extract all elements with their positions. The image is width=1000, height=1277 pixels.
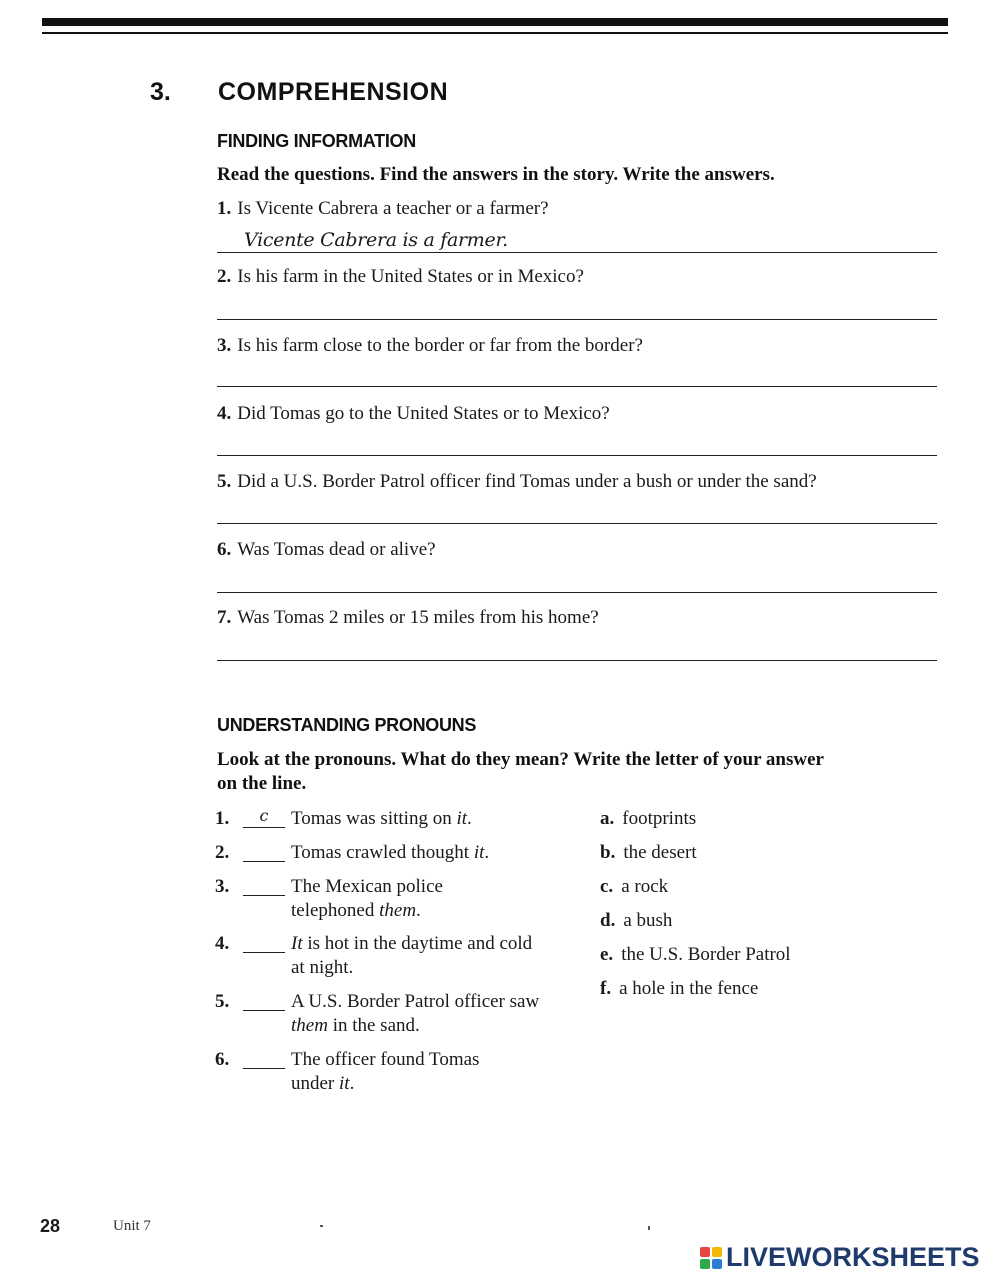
item-number: 1. xyxy=(215,808,230,829)
item-number: 5. xyxy=(215,991,230,1012)
question-text: Did Tomas go to the United States or to Mexico? xyxy=(237,403,610,424)
section-number: 3. xyxy=(150,78,171,106)
scan-speck xyxy=(648,1226,650,1230)
pronoun-item-2 xyxy=(215,841,575,867)
pronouns-instructions-line2: on the line. xyxy=(217,773,307,794)
item-text: The officer found Tomas under it. xyxy=(291,1049,480,1094)
pronoun: it xyxy=(456,808,468,829)
answer-line-6[interactable] xyxy=(217,592,937,593)
option-d: d. a bush xyxy=(600,910,673,931)
question-text: Was Tomas 2 miles or 15 miles from his home? xyxy=(237,607,599,628)
item-text: The Mexican police telephoned them. xyxy=(291,876,443,921)
option-c: c. a rock xyxy=(600,876,669,897)
pronoun: it xyxy=(473,842,485,863)
question-text: Was Tomas dead or alive? xyxy=(237,539,436,560)
answer-1-handwritten[interactable]: Vicente Cabrera is a farmer. xyxy=(244,229,508,251)
answer-blank-2[interactable] xyxy=(243,841,285,862)
pronoun-item-3 xyxy=(215,875,575,925)
top-rule-thin xyxy=(42,32,948,34)
question-number: 5. xyxy=(217,471,232,492)
item-text: It is hot in the daytime and cold at night. xyxy=(291,933,533,978)
question-5 xyxy=(217,471,817,493)
pronoun: them xyxy=(291,1015,328,1036)
unit-label: Unit 7 xyxy=(113,1218,151,1234)
option-e: e. the U.S. Border Patrol xyxy=(600,944,791,965)
pronoun: it xyxy=(339,1073,350,1094)
option-a: a. footprints xyxy=(600,808,697,829)
brand-text: LIVEWORKSHEETS xyxy=(726,1242,980,1272)
item-number: 4. xyxy=(215,933,230,954)
question-1 xyxy=(217,198,549,220)
answer-line-4[interactable] xyxy=(217,455,937,456)
item-text: A U.S. Border Patrol officer saw them in the sand. xyxy=(291,991,540,1036)
question-number: 4. xyxy=(217,403,232,424)
answer-line-1[interactable] xyxy=(217,252,937,253)
scan-speck xyxy=(320,1225,323,1227)
page-number: 28 xyxy=(40,1216,61,1236)
pronoun: It xyxy=(291,933,303,954)
liveworksheets-branding[interactable] xyxy=(700,1242,980,1273)
question-number: 7. xyxy=(217,607,232,628)
pronoun-item-4 xyxy=(215,932,575,982)
question-3 xyxy=(217,335,643,357)
question-text: Is his farm in the United States or in Mexico? xyxy=(237,266,584,287)
answer-blank-4[interactable] xyxy=(243,932,285,953)
top-rule-thick xyxy=(42,18,948,26)
question-number: 1. xyxy=(217,198,232,219)
section-title: COMPREHENSION xyxy=(218,78,449,106)
answer-line-2[interactable] xyxy=(217,319,937,320)
pronoun-item-5 xyxy=(215,990,575,1040)
question-2 xyxy=(217,266,584,288)
answer-blank-5[interactable] xyxy=(243,990,285,1011)
question-number: 6. xyxy=(217,539,232,560)
option-b: b. the desert xyxy=(600,842,697,863)
item-text: Tomas was sitting on it. xyxy=(291,808,472,829)
item-number: 6. xyxy=(215,1049,230,1070)
option-f: f. a hole in the fence xyxy=(600,978,759,999)
question-number: 3. xyxy=(217,335,232,356)
pronoun-item-6 xyxy=(215,1048,575,1098)
question-number: 2. xyxy=(217,266,232,287)
question-text: Is his farm close to the border or far from the border? xyxy=(237,335,643,356)
pronoun-item-1 xyxy=(215,807,575,833)
answer-blank-6[interactable] xyxy=(243,1048,285,1069)
question-4 xyxy=(217,403,610,425)
finding-instructions: Read the questions. Find the answers in the story. Write the answers. xyxy=(217,164,775,185)
question-text: Is Vicente Cabrera a teacher or a farmer? xyxy=(237,198,549,219)
question-7 xyxy=(217,607,599,629)
finding-information-heading: FINDING INFORMATION xyxy=(217,131,416,151)
answer-blank-3[interactable] xyxy=(243,875,285,896)
answer-line-7[interactable] xyxy=(217,660,937,661)
answer-blank-1[interactable]: c xyxy=(243,807,285,828)
liveworksheets-logo-icon xyxy=(700,1247,722,1269)
question-6 xyxy=(217,539,436,561)
item-number: 3. xyxy=(215,876,230,897)
understanding-pronouns-heading: UNDERSTANDING PRONOUNS xyxy=(217,715,477,735)
answer-line-5[interactable] xyxy=(217,523,937,524)
item-number: 2. xyxy=(215,842,230,863)
question-text: Did a U.S. Border Patrol officer find Tomas under a bush or under the sand? xyxy=(237,471,817,492)
pronouns-instructions-line1: Look at the pronouns. What do they mean? Write the letter of your answer xyxy=(217,749,824,770)
item-text: Tomas crawled thought it. xyxy=(291,842,490,863)
answer-line-3[interactable] xyxy=(217,386,937,387)
pronoun: them xyxy=(379,900,417,921)
